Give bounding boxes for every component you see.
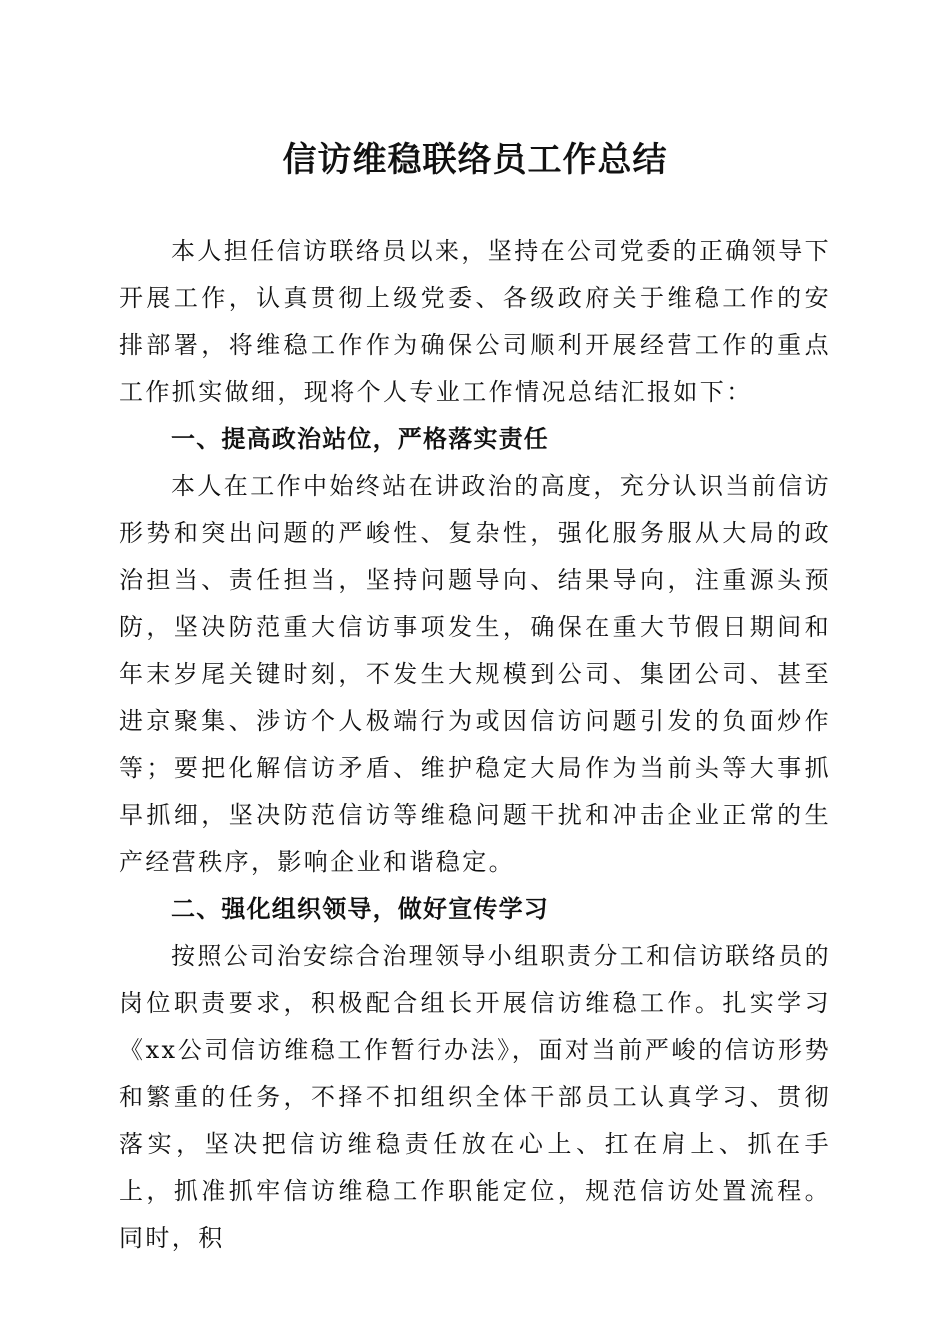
section-1-paragraph: 本人在工作中始终站在讲政治的高度，充分认识当前信访形势和突出问题的严峻性、复杂性，强化服务服从大局的政治担当、责任担当，坚持问题导向、结果导向，注重源头预防，坚决防范重大信访事项发生，确保在重大节假日期间和年末岁尾关键时刻，不发生大规模到公司、集团公司、甚至进京聚集、涉访个人极端行为或因信访问题引发的负面炒作等；要把化解信访矛盾、维护稳定大局作为当前头等大事抓早抓细，坚决防范信访等维稳问题干扰和冲击企业正常的生产经营秩序，影响企业和谐稳定。: [119, 472, 831, 876]
document-title: 信访维稳联络员工作总结: [282, 140, 668, 180]
intro-paragraph: 本人担任信访联络员以来，坚持在公司党委的正确领导下开展工作，认真贯彻上级党委、各级政府关于维稳工作的安排部署，将维稳工作作为确保公司顺利开展经营工作的重点工作抓实做细，现将个人专业工作情况总结汇报如下：: [119, 237, 831, 406]
section-heading-1: 一、提高政治站位，严格落实责任: [171, 425, 549, 453]
section-2-paragraph: 按照公司治安综合治理领导小组职责分工和信访联络员的岗位职责要求，积极配合组长开展信访维稳工作。扎实学习《xx公司信访维稳工作暂行办法》，面对当前严峻的信访形势和繁重的任务，不择不扣组织全体干部员工认真学习、贯彻落实，坚决把信访维稳责任放在心上、扛在肩上、抓在手上，抓准抓牢信访维稳工作职能定位，规范信访处置流程。同时，积: [119, 942, 831, 1252]
section-heading-2: 二、强化组织领导，做好宣传学习: [171, 895, 549, 923]
document-body: [119, 228, 831, 1262]
